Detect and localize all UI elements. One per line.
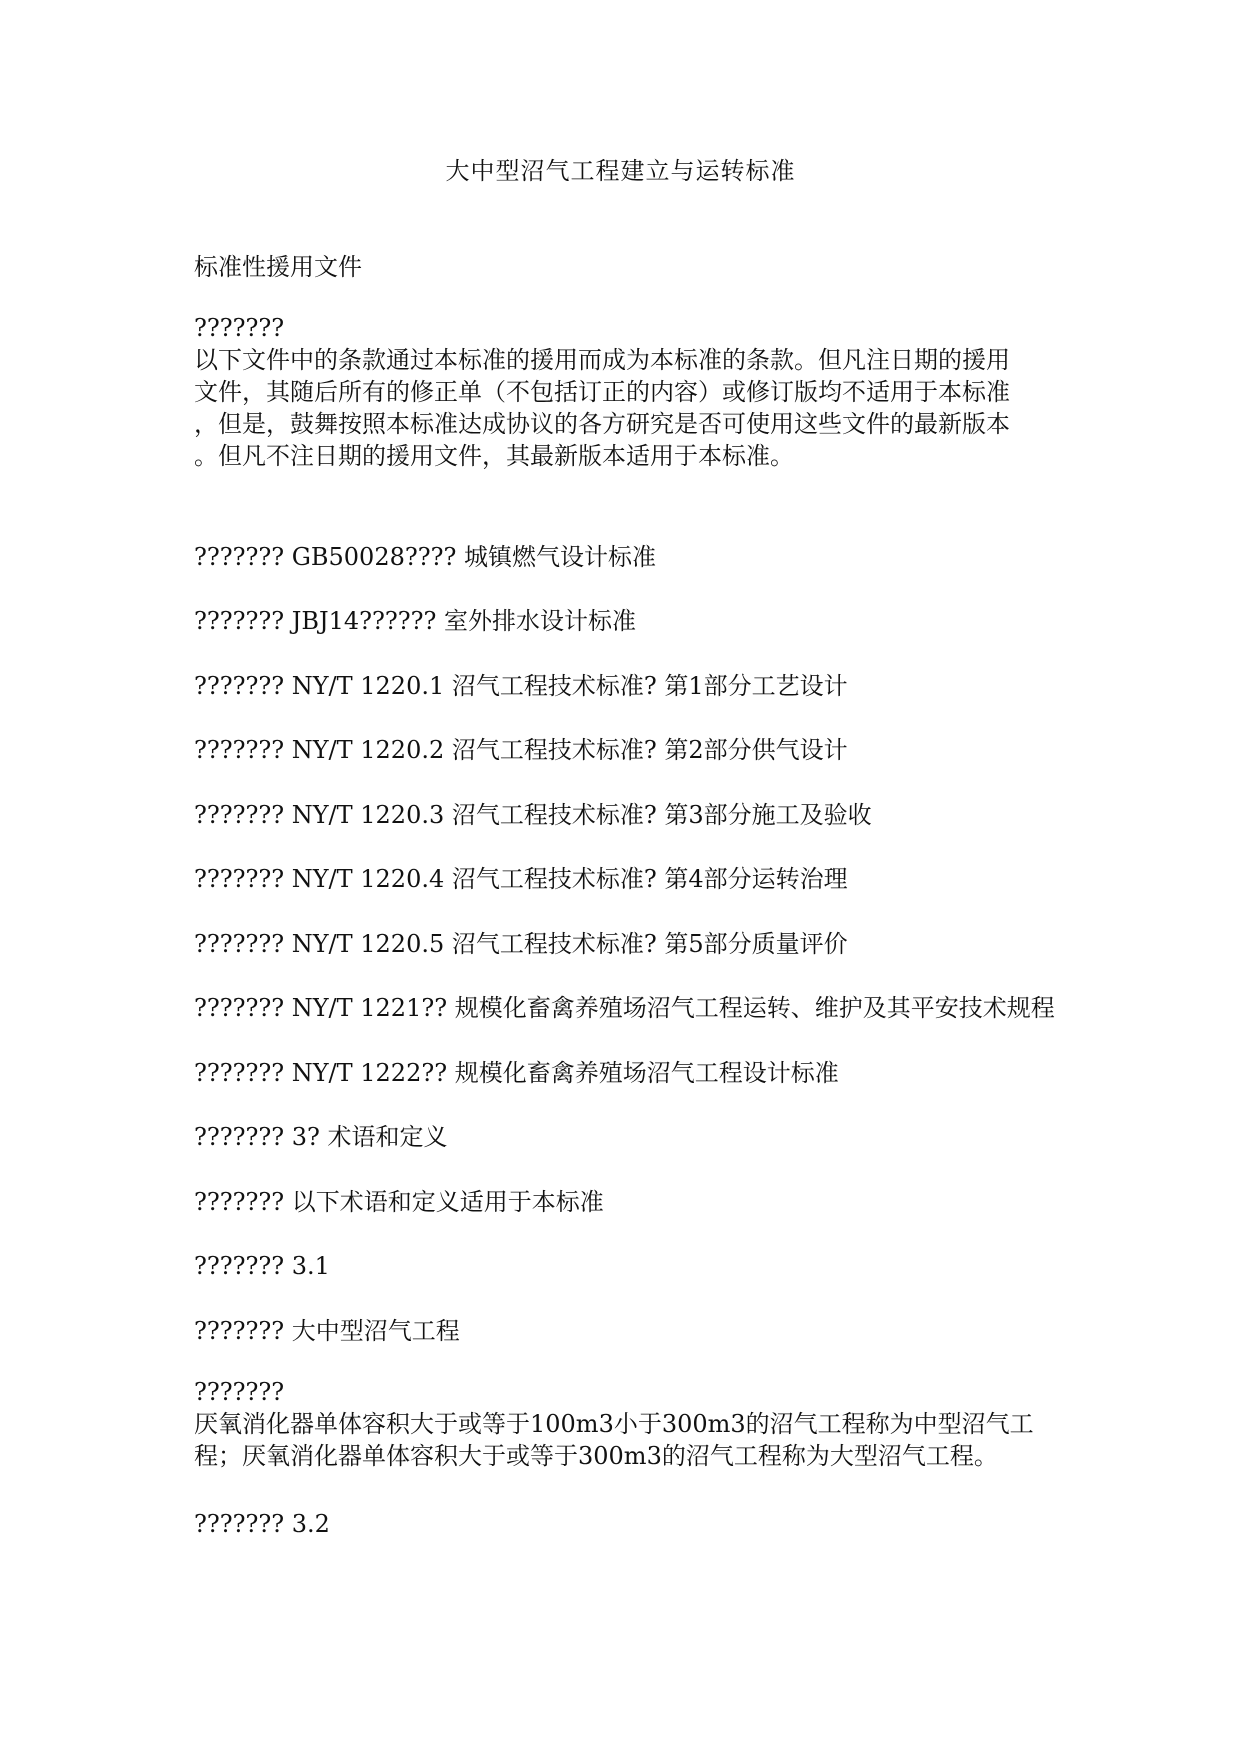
term-marker: ??????? [194, 1378, 285, 1406]
reference-item: ??????? NY/T 1220.3 沼气工程技术标准? 第3部分施工及验收 [194, 801, 872, 829]
reference-item: ??????? NY/T 1220.1 沼气工程技术标准? 第1部分工艺设计 [194, 672, 848, 700]
intro-line: 以下文件中的条款通过本标准的援用而成为本标准的条款。但凡注日期的援用 [194, 346, 1010, 374]
reference-item: ??????? JBJ14?????? 室外排水设计标准 [194, 607, 636, 635]
reference-item: ??????? NY/T 1220.2 沼气工程技术标准? 第2部分供气设计 [194, 736, 848, 764]
terms-heading: ??????? 3? 术语和定义 [194, 1123, 448, 1151]
reference-item: ??????? NY/T 1221?? 规模化畜禽养殖场沼气工程运转、维护及其平安技术规程 [194, 994, 1055, 1022]
term-number: ??????? 3.1 [194, 1252, 330, 1280]
reference-item: ??????? NY/T 1220.4 沼气工程技术标准? 第4部分运转治理 [194, 865, 848, 893]
document-title: 大中型沼气工程建立与运转标准 [445, 157, 796, 185]
intro-marker: ??????? [194, 314, 285, 342]
intro-line: 。但凡不注日期的援用文件，其最新版本适用于本标准。 [194, 442, 794, 470]
section-heading: 标准性援用文件 [194, 253, 362, 281]
term-definition-line: 程；厌氧消化器单体容积大于或等于300m3的沼气工程称为大型沼气工程。 [194, 1442, 998, 1470]
terms-intro: ??????? 以下术语和定义适用于本标准 [194, 1188, 604, 1216]
term-name: ??????? 大中型沼气工程 [194, 1317, 460, 1345]
reference-item: ??????? NY/T 1222?? 规模化畜禽养殖场沼气工程设计标准 [194, 1059, 839, 1087]
term-definition-line: 厌氧消化器单体容积大于或等于100m3小于300m3的沼气工程称为中型沼气工 [194, 1410, 1034, 1438]
reference-item: ??????? GB50028???? 城镇燃气设计标准 [194, 543, 656, 571]
term-number: ??????? 3.2 [194, 1510, 330, 1538]
term-definition [194, 1376, 1054, 1472]
intro-line: 文件，其随后所有的修正单（不包括订正的内容）或修订版均不适用于本标准 [194, 378, 1010, 406]
reference-item: ??????? NY/T 1220.5 沼气工程技术标准? 第5部分质量评价 [194, 930, 848, 958]
intro-line: ，但是，鼓舞按照本标准达成协议的各方研究是否可使用这些文件的最新版本 [194, 410, 1010, 438]
intro-paragraph [194, 312, 1054, 472]
